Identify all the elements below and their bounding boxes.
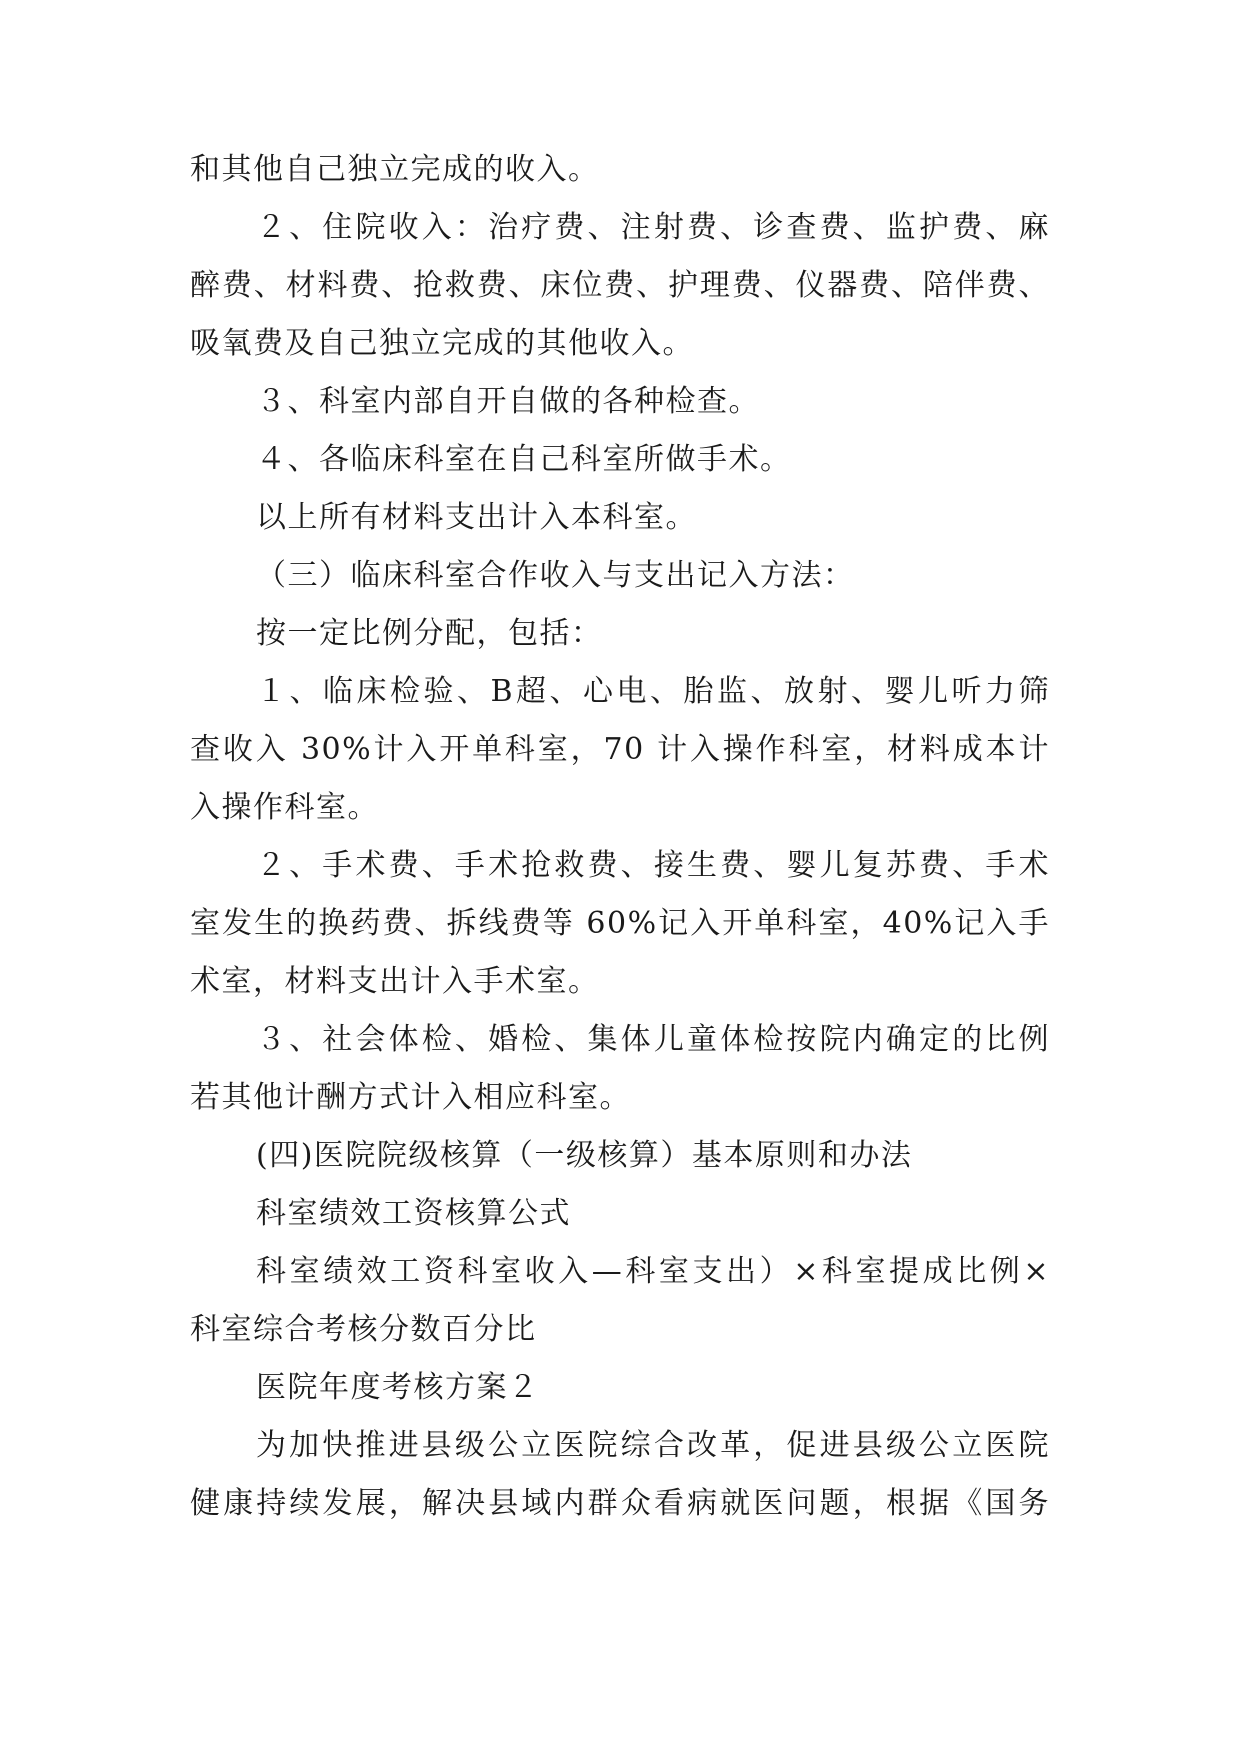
text-line: ２、手术费、手术抢救费、接生费、婴儿复苏费、手术: [256, 848, 1050, 883]
section-heading: 医院年度考核方案２: [256, 1370, 540, 1405]
text-line: ４、各临床科室在自己科室所做手术。: [256, 442, 792, 477]
text-line: 按一定比例分配，包括：: [256, 616, 603, 651]
text-line: 若其他计酬方式计入相应科室。: [190, 1080, 631, 1115]
text-line: 查收入 30%计入开单科室，70 计入操作科室，材料成本计: [190, 732, 1050, 767]
text-line: 科室综合考核分数百分比: [190, 1312, 537, 1347]
text-line: 健康持续发展，解决县域内群众看病就医问题，根据《国务: [190, 1486, 1050, 1521]
text-line: 为加快推进县级公立医院综合改革，促进县级公立医院: [256, 1428, 1050, 1463]
text-line: 吸氧费及自己独立完成的其他收入。: [190, 326, 694, 361]
text-line: 术室，材料支出计入手术室。: [190, 964, 600, 999]
text-line: ３、社会体检、婚检、集体儿童体检按院内确定的比例: [256, 1022, 1050, 1057]
text-line: 科室绩效工资核算公式: [256, 1196, 571, 1231]
text-line: 以上所有材料支出计入本科室。: [256, 500, 697, 535]
text-line: 入操作科室。: [190, 790, 379, 825]
text-line: ２、住院收入：治疗费、注射费、诊查费、监护费、麻: [256, 210, 1050, 245]
text-line: １、临床检验、B超、心电、胎监、放射、婴儿听力筛: [256, 674, 1050, 709]
text-line: 室发生的换药费、拆线费等 60%记入开单科室，40%记入手: [190, 906, 1050, 941]
text-line: 科室绩效工资科室收入—科室支出）×科室提成比例×: [256, 1254, 1050, 1289]
section-heading: （三）临床科室合作收入与支出记入方法：: [256, 558, 855, 593]
text-line: 和其他自己独立完成的收入。: [190, 152, 600, 187]
text-line: 醉费、材料费、抢救费、床位费、护理费、仪器费、陪伴费、: [190, 268, 1050, 303]
section-heading: (四)医院院级核算（一级核算）基本原则和办法: [256, 1138, 913, 1173]
text-line: ３、科室内部自开自做的各种检查。: [256, 384, 760, 419]
